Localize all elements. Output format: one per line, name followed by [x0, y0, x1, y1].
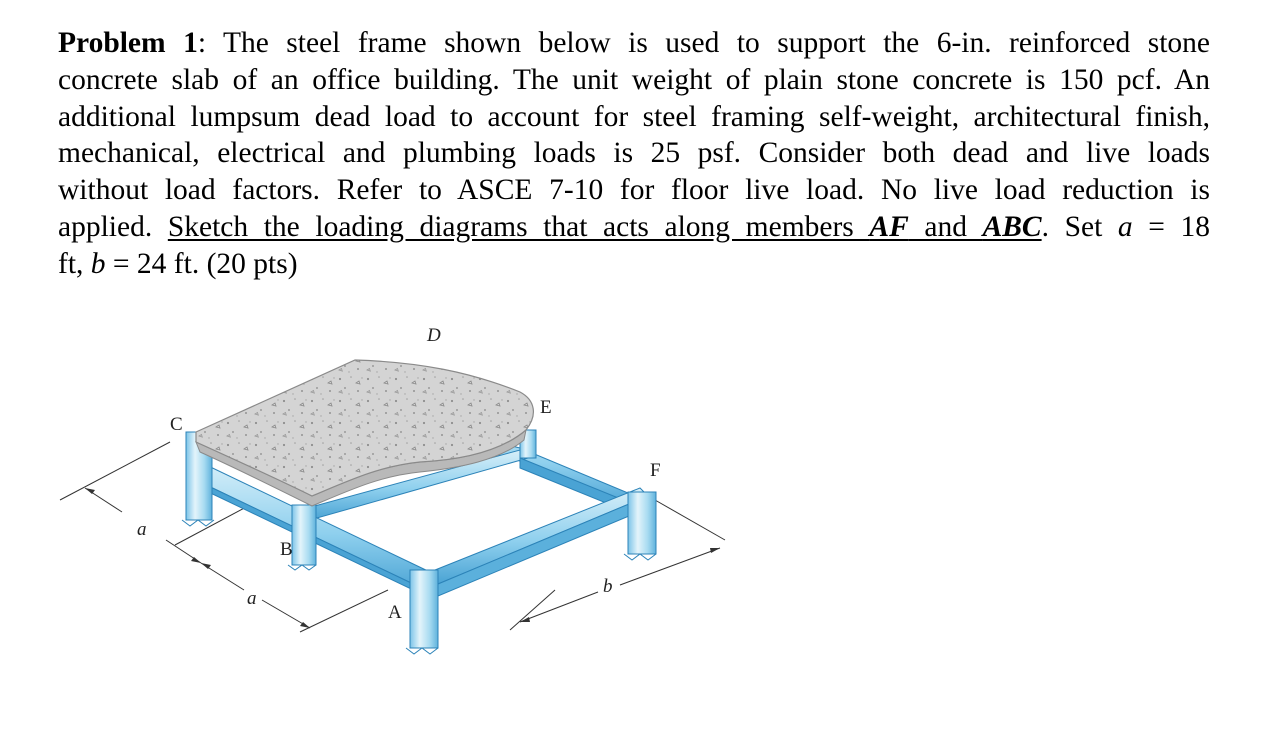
member-abc: ABC — [982, 210, 1042, 243]
member-af: AF — [869, 210, 909, 243]
problem-line-2: concrete slab of an office building. The unit weight of plain stone concrete is 150 pcf. An — [58, 63, 1210, 96]
problem-line-1: Problem 1: The steel frame shown below is used to support the 6-in. reinforced stone — [58, 27, 1210, 59]
problem-line-4: mechanical, electrical and plumbing loads is 25 psf. Consider both dead and live loads — [58, 137, 1210, 170]
beam-af — [430, 488, 648, 584]
label-a: A — [388, 602, 402, 623]
column-a — [406, 570, 438, 654]
dim-label-a-lower: a — [247, 588, 257, 609]
column-f — [624, 492, 656, 560]
problem-line-7: ft, b = 24 ft. (20 pts) — [58, 247, 298, 280]
problem-heading: Problem 1 — [58, 27, 198, 59]
column-b — [288, 505, 316, 570]
label-c: C — [170, 414, 183, 435]
task-instruction: Sketch the loading diagrams that acts along members AF and ABC — [167, 210, 1042, 243]
var-a: a — [1117, 210, 1133, 243]
problem-line-5: without load factors. Refer to ASCE 7-10 for floor live load. No live load reduction is — [58, 174, 1210, 207]
label-b: B — [280, 539, 293, 560]
problem-line-3: additional lumpsum dead load to account for steel framing self-weight, architectural finish, — [58, 100, 1210, 133]
label-e: E — [540, 397, 552, 418]
var-b: b — [90, 247, 106, 280]
label-f: F — [650, 460, 661, 481]
dim-label-b: b — [603, 576, 613, 597]
problem-line-6: applied. Sketch the loading diagrams that acts along members AF and ABC. Set a = 18 — [58, 210, 1211, 243]
label-d: D — [427, 325, 441, 346]
dim-label-a-upper: a — [137, 519, 147, 540]
